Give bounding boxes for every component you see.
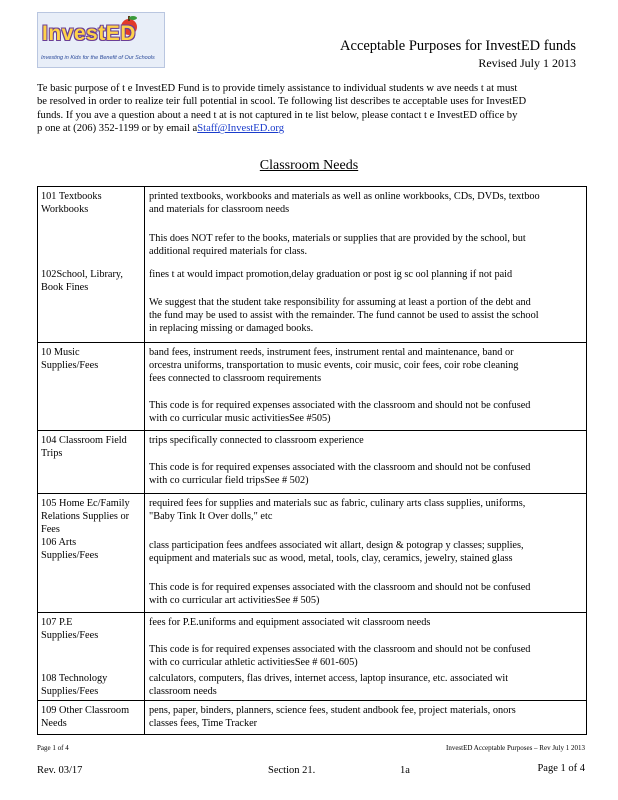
table-row: 10 Music Supplies/Fees band fees, instrument reeds, instrument fees, instrument rental and maintenance, band or orcestra uniforms, transportation to music events, coir music, coir fees, coir robe cleaning fees connected to classroom requirements This code is for required expenses associated with the classroom and should not be confused with co curricular music activitiesSee #505) <box>38 342 586 343</box>
table-row: 105 Home Ec/Family Relations Supplies or Fees required fees for supplies and materials suc as fabric, culinary arts class supplies, uniforms, "Baby Tink It Over dolls," etc 106 Arts Supplies/Fees class participation fees andfees associated wit allart, design & potograp y classes; supplies, equipment and materials suc as wood, metal, tools, clay, ceramics, jewelry, stained glass This code is for required expenses associated with the classroom and should not be confused with co curricular art activitiesSee # 505) <box>38 493 586 494</box>
logo-text: InvestED <box>42 22 136 45</box>
section-title: Classroom Needs <box>259 158 359 173</box>
purposes-table: 101 Textbooks Workbooks printed textbooks, workbooks and materials as well as online workbooks, CDs, DVDs, textboo and materials for classroom needs This does NOT refer to the books, materials or supplies that are provided by the school, but additional required materials for class. 102School, Library, Book Fines fines t at would impact promotion,delay graduation or post ig sc ool planning if not paid We suggest that the student take responsibility for assuming at least a portion of the debt and the fund may be used to assist with the remainder. The fund cannot be used to assist the school in replacing missing or damaged books. 10 Music Supplies/Fees band fees, instrument reeds, instrument fees, instrument rental and maintenance, band or orcestra uniforms, transportation to music events, coir music, coir fees, coir robe cleaning fees connected to classroom requirements This code is for required expenses associated with the classroom and should not be confused with co curricular music activitiesSee #505) 104 Classroom Field Trips trips specifically connected to classroom experience This code is for required expenses associated with the classroom and should not be confused with co curricular field tripsSee # 502) 105 Home Ec/Family Relations Supplies or Fees required fees for supplies and materials suc as fabric, culinary arts class supplies, uniforms, "Baby Tink It Over dolls," etc 106 Arts Supplies/Fees class participation fees andfees associated wit allart, design & potograp y classes; supplies, equipment and materials suc as wood, metal, tools, clay, ceramics, jewelry, stained glass This code is for required expenses associated with the classroom and should not be confused with co curricular art activitiesSee # 505) 107 P.E Supplies/Fees fees for P.E.uniforms and equipment associated wit classroom needs This code is for required expenses associated with the classroom and should not be confused with co curricular athletic activitiesSee # 601-605) 108 Technology Supplies/Fees calculators, computers, flas drives, internet access, laptop insurance, etc. associated wit classroom needs 109 Other Classroom Needs pens, paper, binders, planners, science fees, student andbook fee, project materials, onors classes fees, Time Tracker <box>37 186 587 735</box>
revision-date: Revised July 1 2013 <box>478 56 576 70</box>
footer-code: 1a <box>400 765 410 776</box>
intro-paragraph: Te basic purpose of t e InvestED Fund is to provide timely assistance to individual students w ave needs t at must be resolved in order to realize teir full potential in scool. Te following list describes te acceptable uses for InvestED funds. If you ave a question about a need t at is not captured in te list below, please contact t e InvestED office by p one at (206) 352-1199 or by email aStaff@InvestED.org <box>37 83 527 135</box>
footer-doc-title: InvestED Acceptable Purposes – Rev July 1 2013 <box>445 744 585 752</box>
email-link[interactable]: Staff@InvestED.org <box>197 123 284 135</box>
table-row: 107 P.E Supplies/Fees fees for P.E.uniforms and equipment associated wit classroom needs This code is for required expenses associated with the classroom and should not be confused with co curricular athletic activitiesSee # 601-605) 108 Technology Supplies/Fees calculators, computers, flas drives, internet access, laptop insurance, etc. associated wit classroom needs <box>38 612 586 613</box>
footer-section: Section 21. <box>268 765 316 776</box>
logo-tagline: Investing in Kids for the Benefit of Our Schools <box>41 55 155 61</box>
table-row: 109 Other Classroom Needs pens, paper, binders, planners, science fees, student andbook fee, project materials, onors classes fees, Time Tracker <box>38 700 586 701</box>
table-row: 104 Classroom Field Trips trips specifically connected to classroom experience This code is for required expenses associated with the classroom and should not be confused with co curricular field tripsSee # 502) <box>38 430 586 431</box>
footer-revision: Rev. 03/17 <box>37 765 83 776</box>
document-title: Acceptable Purposes for InvestED funds <box>340 38 576 54</box>
footer-page-left: Page 1 of 4 <box>37 744 69 752</box>
footer-page: Page 1 of 4 <box>537 763 585 774</box>
invested-logo <box>37 12 165 68</box>
